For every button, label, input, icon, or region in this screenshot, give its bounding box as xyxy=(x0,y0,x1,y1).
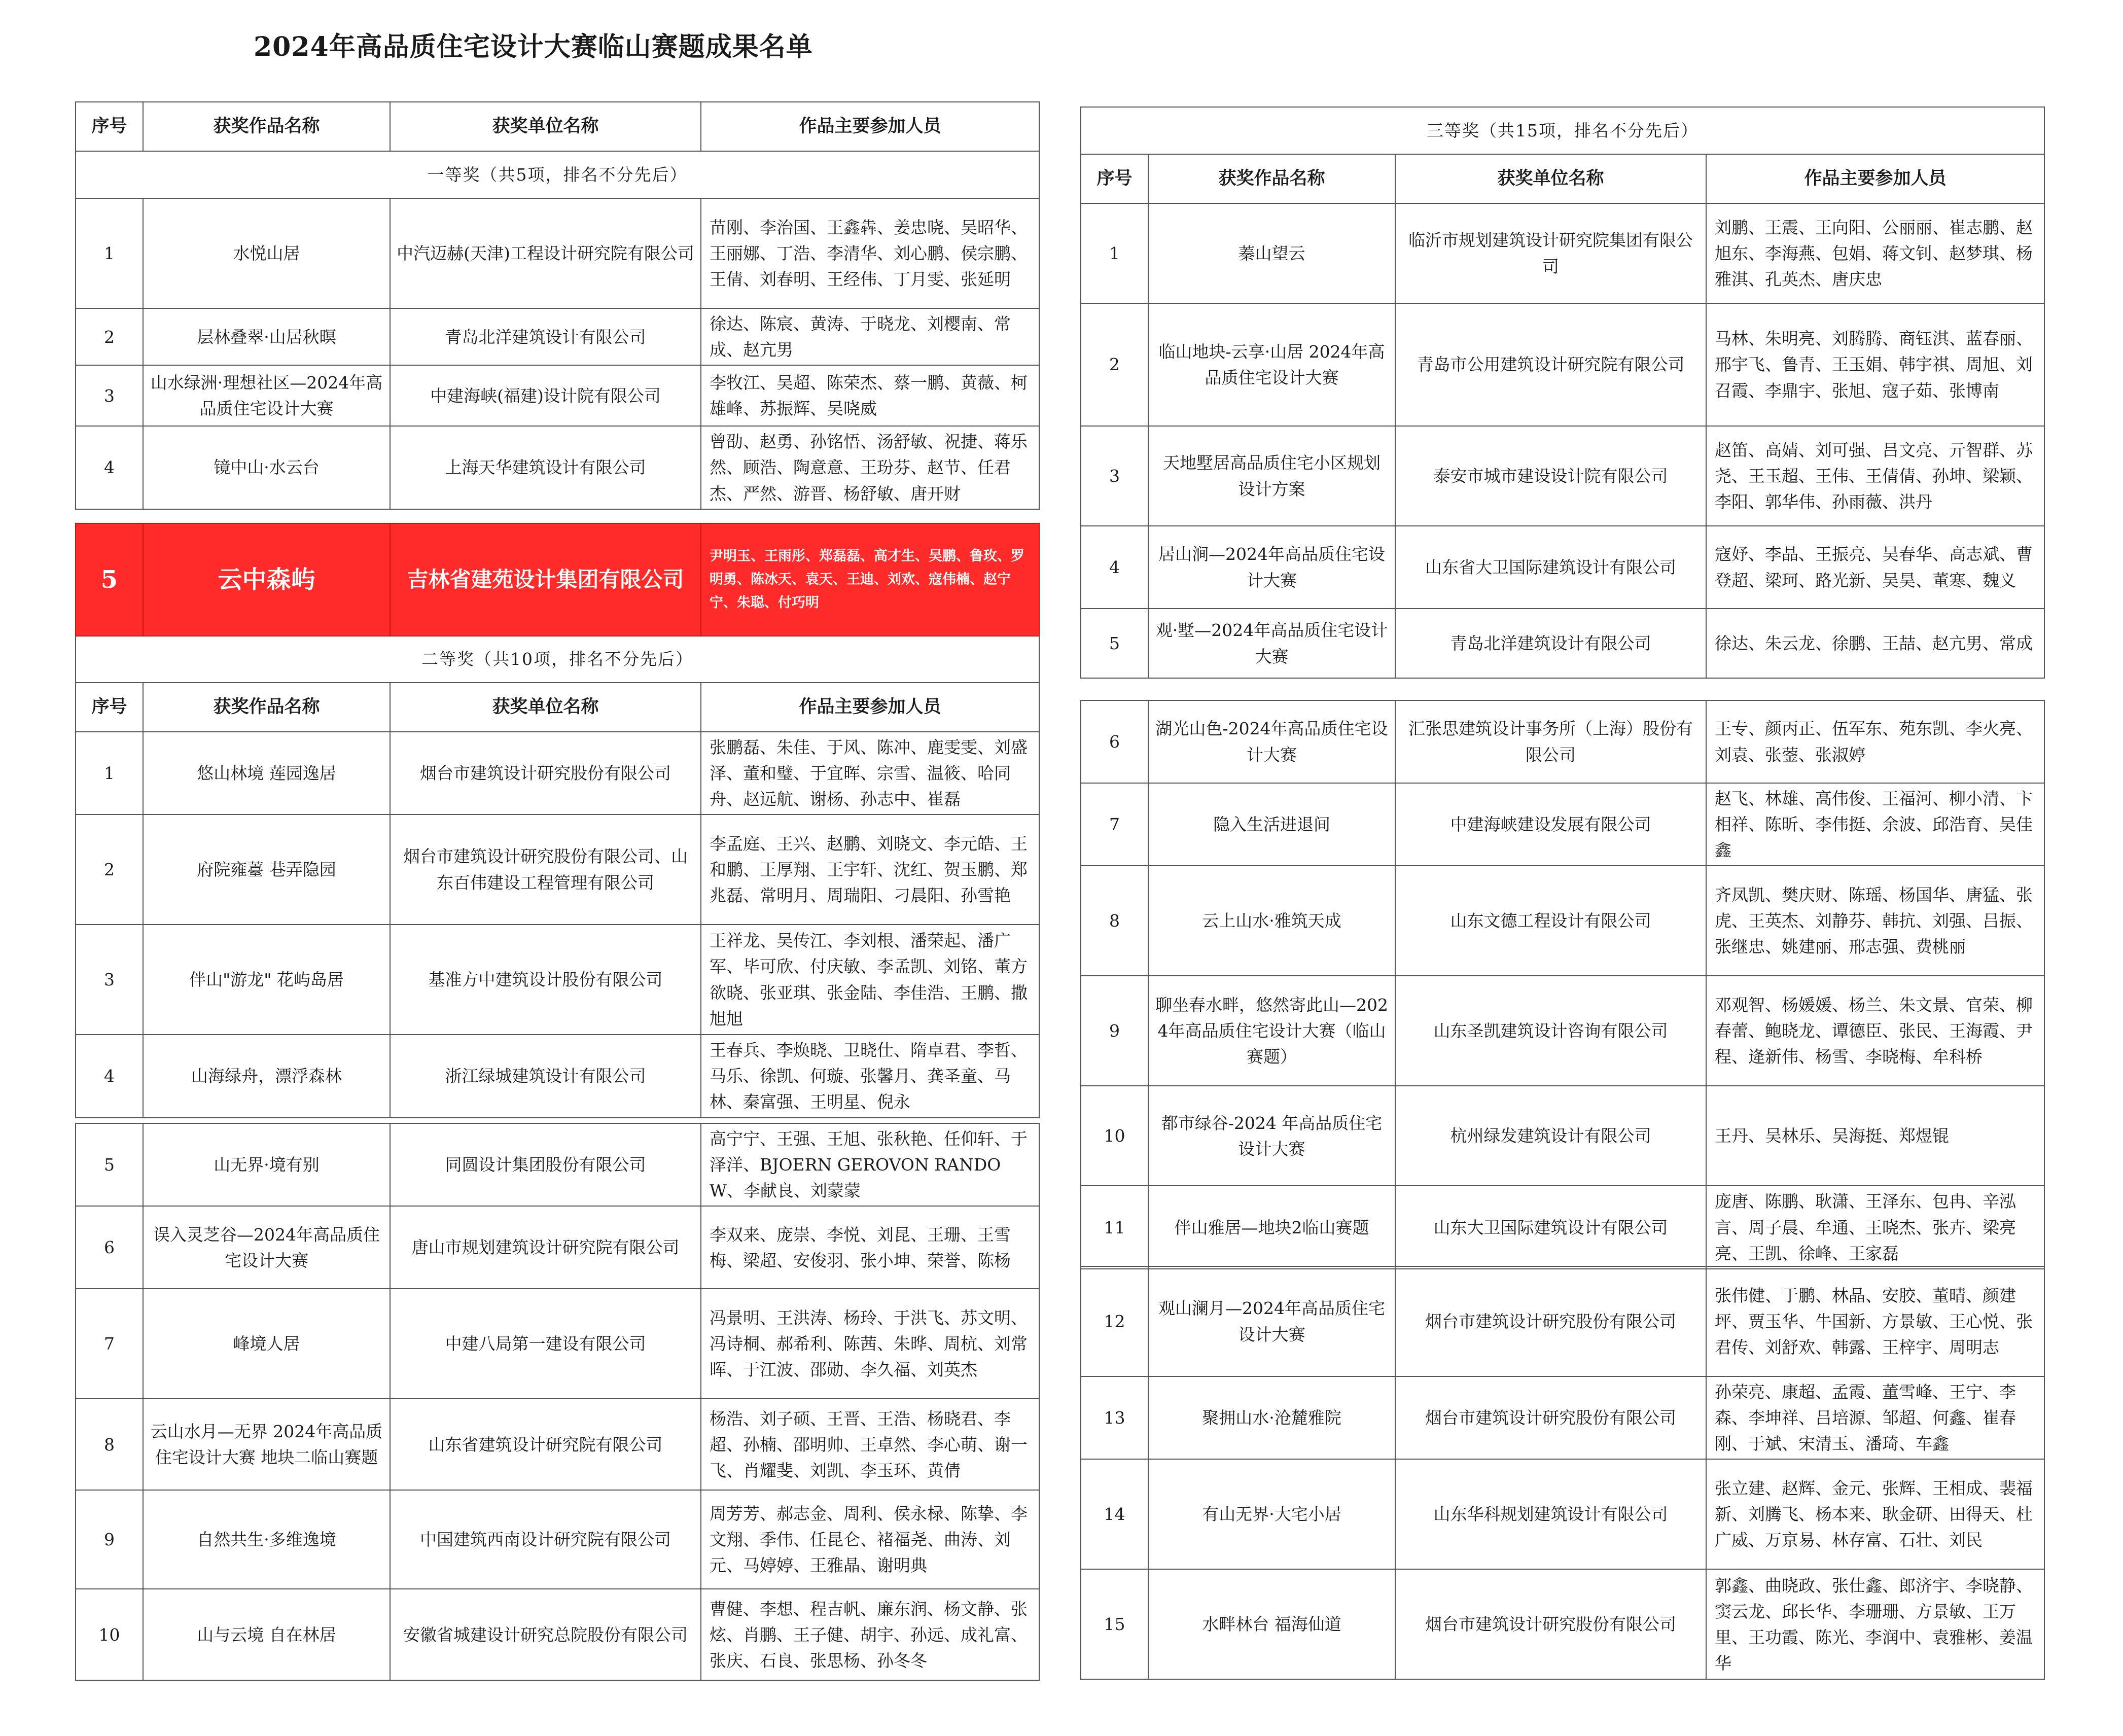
unit-name: 山东大卫国际建筑设计有限公司 xyxy=(1395,1186,1706,1268)
participants: 冯景明、王洪涛、杨玲、于洪飞、苏文明、冯诗桐、郝希利、陈茜、朱晔、周杭、刘常晖、于江波、邵勋、李久福、刘英杰 xyxy=(701,1289,1039,1399)
unit-name: 上海天华建筑设计有限公司 xyxy=(390,426,701,509)
work-name: 山海绿舟，漂浮森林 xyxy=(143,1035,390,1117)
row-number: 1 xyxy=(76,198,143,308)
row-number: 1 xyxy=(1081,203,1148,303)
header-people: 作品主要参加人员 xyxy=(701,683,1039,732)
participants: 李双来、庞崇、李悦、刘昆、王珊、王雪梅、梁超、安俊羽、张小坤、荣誉、陈杨 xyxy=(701,1206,1039,1289)
work-name: 聊坐春水畔，悠然寄此山—2024年高品质住宅设计大赛（临山赛题） xyxy=(1148,976,1395,1086)
table-row xyxy=(76,1206,1039,1289)
header-name: 获奖作品名称 xyxy=(143,683,390,732)
row-number: 5 xyxy=(76,523,143,636)
work-name: 天地墅居高品质住宅小区规划设计方案 xyxy=(1148,426,1395,526)
participants: 徐达、陈宸、黄涛、于晓龙、刘樱南、常成、赵亢男 xyxy=(701,308,1039,365)
header-num: 序号 xyxy=(76,683,143,732)
table-row xyxy=(76,925,1039,1035)
participants: 郭鑫、曲晓政、张仕鑫、郎济宇、李晓静、窦云龙、邱长华、李珊珊、方景敏、王万里、王功霞、陈光、李润中、袁雅彬、姜温华 xyxy=(1706,1569,2044,1679)
work-name: 湖光山色-2024年高品质住宅设计大赛 xyxy=(1148,700,1395,783)
table-row xyxy=(76,1123,1039,1206)
header-name: 获奖作品名称 xyxy=(143,102,390,151)
table-row xyxy=(76,732,1039,814)
section-row xyxy=(76,151,1039,198)
work-name: 山与云境 自在林居 xyxy=(143,1589,390,1680)
participants: 孙荣亮、康超、孟霞、董雪峰、王宁、李森、李坤祥、吕培源、邹超、何鑫、崔春刚、于斌、宋清玉、潘琦、车鑫 xyxy=(1706,1376,2044,1459)
row-number: 10 xyxy=(76,1589,143,1680)
unit-name: 临沂市规划建筑设计研究院集团有限公司 xyxy=(1395,203,1706,303)
row-number: 15 xyxy=(1081,1569,1148,1679)
unit-name: 浙江绿城建筑设计有限公司 xyxy=(390,1035,701,1117)
row-number: 3 xyxy=(1081,426,1148,526)
row-number: 9 xyxy=(76,1490,143,1589)
table-row xyxy=(1081,1376,2044,1459)
table-row xyxy=(1081,976,2044,1086)
table-row xyxy=(1081,783,2044,866)
participants: 王祥龙、吴传江、李刘根、潘荣起、潘广军、毕可欣、付庆敏、李孟凯、刘铭、董方欲晓、张亚琪、张金陆、李佳浩、王鹏、撒旭旭 xyxy=(701,925,1039,1035)
participants: 周芳芳、郝志金、周利、侯永椂、陈挚、李文翔、季伟、任昆仑、褚福尧、曲涛、刘元、马婷婷、王雅晶、谢明典 xyxy=(701,1490,1039,1589)
table-row xyxy=(1081,1459,2044,1569)
row-number: 14 xyxy=(1081,1459,1148,1569)
participants: 赵笛、高婧、刘可强、吕文亮、亓智群、苏尧、王玉超、王伟、王倩倩、孙坤、梁颖、李阳、郭华伟、孙雨薇、洪丹 xyxy=(1706,426,2044,526)
table-row xyxy=(76,426,1039,509)
table-row xyxy=(1081,609,2044,678)
participants: 寇妤、李晶、王振亮、吴春华、高志斌、曹登超、梁珂、路光新、吴昊、董寒、魏义 xyxy=(1706,526,2044,609)
spacer-row xyxy=(76,509,1039,523)
participants: 曾劭、赵勇、孙铭悟、汤舒敏、祝捷、蒋乐然、顾浩、陶意意、王玢芬、赵节、任君杰、严然、游晋、杨舒敏、唐开财 xyxy=(701,426,1039,509)
row-number: 3 xyxy=(76,365,143,426)
row-number: 5 xyxy=(1081,609,1148,678)
unit-name: 青岛北洋建筑设计有限公司 xyxy=(1395,609,1706,678)
work-name: 临山地块-云享·山居 2024年高品质住宅设计大赛 xyxy=(1148,303,1395,426)
section-row xyxy=(76,636,1039,683)
header-unit: 获奖单位名称 xyxy=(390,102,701,151)
awards-table-first-second-part1 xyxy=(75,101,1040,1118)
awards-table-third-part2 xyxy=(1080,700,2045,1269)
unit-name: 青岛北洋建筑设计有限公司 xyxy=(390,308,701,365)
participants: 庞唐、陈鹏、耿潇、王泽东、包冉、辛泓言、周子晨、牟通、王晓杰、张卉、梁亮亮、王凯、徐峰、王家磊 xyxy=(1706,1186,2044,1268)
unit-name: 烟台市建筑设计研究股份有限公司 xyxy=(1395,1569,1706,1679)
participants: 刘鹏、王震、王向阳、公丽丽、崔志鹏、赵旭东、李海燕、包娟、蒋文钊、赵梦琪、杨雅淇、孔英杰、唐庆忠 xyxy=(1706,203,2044,303)
unit-name: 山东文德工程设计有限公司 xyxy=(1395,866,1706,976)
row-number: 12 xyxy=(1081,1266,1148,1376)
participants: 李孟庭、王兴、赵鹏、刘晓文、李元皓、王和鹏、王厚翔、王宇轩、沈红、贺玉鹏、郑兆磊、常明月、周瑞阳、刁晨阳、孙雪艳 xyxy=(701,814,1039,925)
work-name: 镜中山·水云台 xyxy=(143,426,390,509)
table-row xyxy=(1081,1569,2044,1679)
unit-name: 烟台市建筑设计研究股份有限公司、山东百伟建设工程管理有限公司 xyxy=(390,814,701,925)
unit-name: 杭州绿发建筑设计有限公司 xyxy=(1395,1086,1706,1186)
unit-name: 安徽省城建设计研究总院股份有限公司 xyxy=(390,1589,701,1680)
work-name: 府院雍薹 巷弄隐园 xyxy=(143,814,390,925)
table-row xyxy=(1081,700,2044,783)
table-row xyxy=(1081,1186,2044,1268)
row-number: 6 xyxy=(1081,700,1148,783)
unit-name: 中建海峡(福建)设计院有限公司 xyxy=(390,365,701,426)
table-row xyxy=(1081,866,2044,976)
row-number: 1 xyxy=(76,732,143,814)
unit-name: 唐山市规划建筑设计研究院有限公司 xyxy=(390,1206,701,1289)
unit-name: 烟台市建筑设计研究股份有限公司 xyxy=(1395,1376,1706,1459)
row-number: 10 xyxy=(1081,1086,1148,1186)
participants: 曹健、李想、程吉帆、廉东润、杨文静、张炫、肖鹏、王子健、胡宇、孙远、成礼富、张庆、石良、张思杨、孙冬冬 xyxy=(701,1589,1039,1680)
row-number: 4 xyxy=(76,1035,143,1117)
row-number: 8 xyxy=(1081,866,1148,976)
unit-name: 烟台市建筑设计研究股份有限公司 xyxy=(1395,1266,1706,1376)
unit-name: 中建八局第一建设有限公司 xyxy=(390,1289,701,1399)
table-row xyxy=(76,198,1039,308)
table-row xyxy=(1081,203,2044,303)
participants: 高宁宁、王强、王旭、张秋艳、任仰轩、于泽洋、BJOERN GEROVON RANDOW、李献良、刘蒙蒙 xyxy=(701,1123,1039,1206)
work-name: 伴山"游龙" 花屿岛居 xyxy=(143,925,390,1035)
participants: 尹明玉、王雨彤、郑磊磊、高才生、吴鹏、鲁玫、罗明勇、陈冰天、袁天、王迪、刘欢、寇伟楠、赵宁宁、朱聪、付巧明 xyxy=(701,523,1039,636)
row-number: 13 xyxy=(1081,1376,1148,1459)
participants: 苗刚、李治国、王鑫犇、姜忠晓、吴昭华、王丽娜、丁浩、李清华、刘心鹏、侯宗鹏、王倩、刘春明、王经伟、丁月雯、张延明 xyxy=(701,198,1039,308)
header-row xyxy=(76,102,1039,151)
unit-name: 中国建筑西南设计研究院有限公司 xyxy=(390,1490,701,1589)
row-number: 7 xyxy=(1081,783,1148,866)
header-num: 序号 xyxy=(76,102,143,151)
participants: 张鹏磊、朱佳、于风、陈冲、鹿雯雯、刘盛泽、董和璧、于宜晖、宗雪、温筱、哈同舟、赵远航、谢杨、孙志中、崔磊 xyxy=(701,732,1039,814)
table-row xyxy=(76,1399,1039,1490)
work-name: 云中森屿 xyxy=(143,523,390,636)
unit-name: 山东省大卫国际建筑设计有限公司 xyxy=(1395,526,1706,609)
participants: 张立建、赵辉、金元、张辉、王相成、裴福新、刘腾飞、杨本来、耿金研、田得天、杜广威、万京易、林存富、石壮、刘民 xyxy=(1706,1459,2044,1569)
table-row xyxy=(76,1589,1039,1680)
work-name: 峰境人居 xyxy=(143,1289,390,1399)
participants: 齐凤凯、樊庆财、陈瑶、杨国华、唐猛、张虎、王英杰、刘静芬、韩抗、刘强、吕振、张继忠、姚建丽、邢志强、费桃丽 xyxy=(1706,866,2044,976)
table-row xyxy=(1081,426,2044,526)
participants: 杨浩、刘子硕、王晋、王浩、杨晓君、李超、孙楠、邵明帅、王卓然、李心萌、谢一飞、肖耀斐、刘凯、李玉环、黄倩 xyxy=(701,1399,1039,1490)
header-people: 作品主要参加人员 xyxy=(701,102,1039,151)
table-row xyxy=(1081,1266,2044,1376)
work-name: 都市绿谷-2024 年高品质住宅设计大赛 xyxy=(1148,1086,1395,1186)
work-name: 伴山雅居—地块2临山赛题 xyxy=(1148,1186,1395,1268)
row-number: 2 xyxy=(76,308,143,365)
row-number: 3 xyxy=(76,925,143,1035)
participants: 王丹、吴林乐、吴海挺、郑煜锟 xyxy=(1706,1086,2044,1186)
work-name: 水畔林台 福海仙道 xyxy=(1148,1569,1395,1679)
work-name: 居山涧—2024年高品质住宅设计大赛 xyxy=(1148,526,1395,609)
work-name: 山水绿洲·理想社区—2024年高品质住宅设计大赛 xyxy=(143,365,390,426)
participants: 赵飞、林雄、高伟俊、王福河、柳小清、卞相祥、陈昕、李伟挺、余波、邱浩育、吴佳鑫 xyxy=(1706,783,2044,866)
unit-name: 山东圣凯建筑设计咨询有限公司 xyxy=(1395,976,1706,1086)
participants: 邓观智、杨媛媛、杨兰、朱文景、官荣、柳春蕾、鲍晓龙、谭德臣、张民、王海霞、尹程、逄新伟、杨雪、李晓梅、牟科桥 xyxy=(1706,976,2044,1086)
table-row xyxy=(1081,303,2044,426)
unit-name: 中建海峡建设发展有限公司 xyxy=(1395,783,1706,866)
work-name: 聚拥山水·沧麓雅院 xyxy=(1148,1376,1395,1459)
awards-table-third-part1 xyxy=(1080,107,2045,679)
row-number: 2 xyxy=(1081,303,1148,426)
header-name: 获奖作品名称 xyxy=(1148,154,1395,203)
row-number: 2 xyxy=(76,814,143,925)
participants: 徐达、朱云龙、徐鹏、王喆、赵亢男、常成 xyxy=(1706,609,2044,678)
row-number: 9 xyxy=(1081,976,1148,1086)
header-num: 序号 xyxy=(1081,154,1148,203)
unit-name: 山东省建筑设计研究院有限公司 xyxy=(390,1399,701,1490)
unit-name: 青岛市公用建筑设计研究院有限公司 xyxy=(1395,303,1706,426)
section-title: 二等奖（共10项，排名不分先后） xyxy=(76,636,1039,683)
unit-name: 同圆设计集团股份有限公司 xyxy=(390,1123,701,1206)
header-unit: 获奖单位名称 xyxy=(1395,154,1706,203)
participants: 马林、朱明亮、刘腾腾、商钰淇、蓝春丽、邢宇飞、鲁青、王玉娟、韩宇祺、周旭、刘召霞、李鼎宇、张旭、寇子茹、张博南 xyxy=(1706,303,2044,426)
row-number: 6 xyxy=(76,1206,143,1289)
table-row xyxy=(1081,526,2044,609)
work-name: 蓁山望云 xyxy=(1148,203,1395,303)
awards-table-second-part2 xyxy=(75,1123,1040,1681)
row-number: 7 xyxy=(76,1289,143,1399)
page-title: 2024年高品质住宅设计大赛临山赛题成果名单 xyxy=(254,31,813,62)
work-name: 误入灵芝谷—2024年高品质住宅设计大赛 xyxy=(143,1206,390,1289)
participants: 王春兵、李焕晓、卫晓仕、隋卓君、李哲、马乐、徐凯、何璇、张馨月、龚圣童、马林、秦富强、王明星、倪永 xyxy=(701,1035,1039,1117)
work-name: 自然共生·多维逸境 xyxy=(143,1490,390,1589)
header-people: 作品主要参加人员 xyxy=(1706,154,2044,203)
participants: 王专、颜丙正、伍军东、苑东凯、李火亮、刘袁、张蓥、张淑婷 xyxy=(1706,700,2044,783)
unit-name: 泰安市城市建设设计院有限公司 xyxy=(1395,426,1706,526)
work-name: 观·墅—2024年高品质住宅设计大赛 xyxy=(1148,609,1395,678)
participants: 张伟健、于鹏、林晶、安胶、董晴、颜建坪、贾玉华、牛国新、方景敏、王心悦、张君传、刘舒欢、韩露、王梓宇、周明志 xyxy=(1706,1266,2044,1376)
unit-name: 汇张思建筑设计事务所（上海）股份有限公司 xyxy=(1395,700,1706,783)
awards-table-third-part3 xyxy=(1080,1266,2045,1680)
work-name: 有山无界·大宅小居 xyxy=(1148,1459,1395,1569)
unit-name: 中汽迈赫(天津)工程设计研究院有限公司 xyxy=(390,198,701,308)
work-name: 悠山林境 莲园逸居 xyxy=(143,732,390,814)
table-row xyxy=(76,365,1039,426)
table-row xyxy=(1081,1086,2044,1186)
section-title: 一等奖（共5项，排名不分先后） xyxy=(76,151,1039,198)
work-name: 山无界·境有别 xyxy=(143,1123,390,1206)
table-row xyxy=(76,308,1039,365)
work-name: 云山水月—无界 2024年高品质住宅设计大赛 地块二临山赛题 xyxy=(143,1399,390,1490)
table-row xyxy=(76,1289,1039,1399)
work-name: 观山澜月—2024年高品质住宅设计大赛 xyxy=(1148,1266,1395,1376)
table-row xyxy=(76,1490,1039,1589)
table-row xyxy=(76,814,1039,925)
row-number: 8 xyxy=(76,1399,143,1490)
unit-name: 吉林省建苑设计集团有限公司 xyxy=(390,523,701,636)
header-unit: 获奖单位名称 xyxy=(390,683,701,732)
row-number: 4 xyxy=(76,426,143,509)
participants: 李牧江、吴超、陈荣杰、蔡一鹏、黄薇、柯雄峰、苏振辉、吴晓威 xyxy=(701,365,1039,426)
highlight-row xyxy=(76,523,1039,636)
section-row xyxy=(1081,107,2044,154)
work-name: 云上山水·雅筑天成 xyxy=(1148,866,1395,976)
header-row xyxy=(1081,154,2044,203)
header-row xyxy=(76,683,1039,732)
work-name: 水悦山居 xyxy=(143,198,390,308)
unit-name: 山东华科规划建筑设计有限公司 xyxy=(1395,1459,1706,1569)
table-row xyxy=(76,1035,1039,1117)
work-name: 隐入生活进退间 xyxy=(1148,783,1395,866)
section-title: 三等奖（共15项，排名不分先后） xyxy=(1081,107,2044,154)
unit-name: 烟台市建筑设计研究股份有限公司 xyxy=(390,732,701,814)
row-number: 4 xyxy=(1081,526,1148,609)
spacer xyxy=(76,509,1039,523)
unit-name: 基准方中建筑设计股份有限公司 xyxy=(390,925,701,1035)
row-number: 5 xyxy=(76,1123,143,1206)
work-name: 层林叠翠·山居秋暝 xyxy=(143,308,390,365)
row-number: 11 xyxy=(1081,1186,1148,1268)
